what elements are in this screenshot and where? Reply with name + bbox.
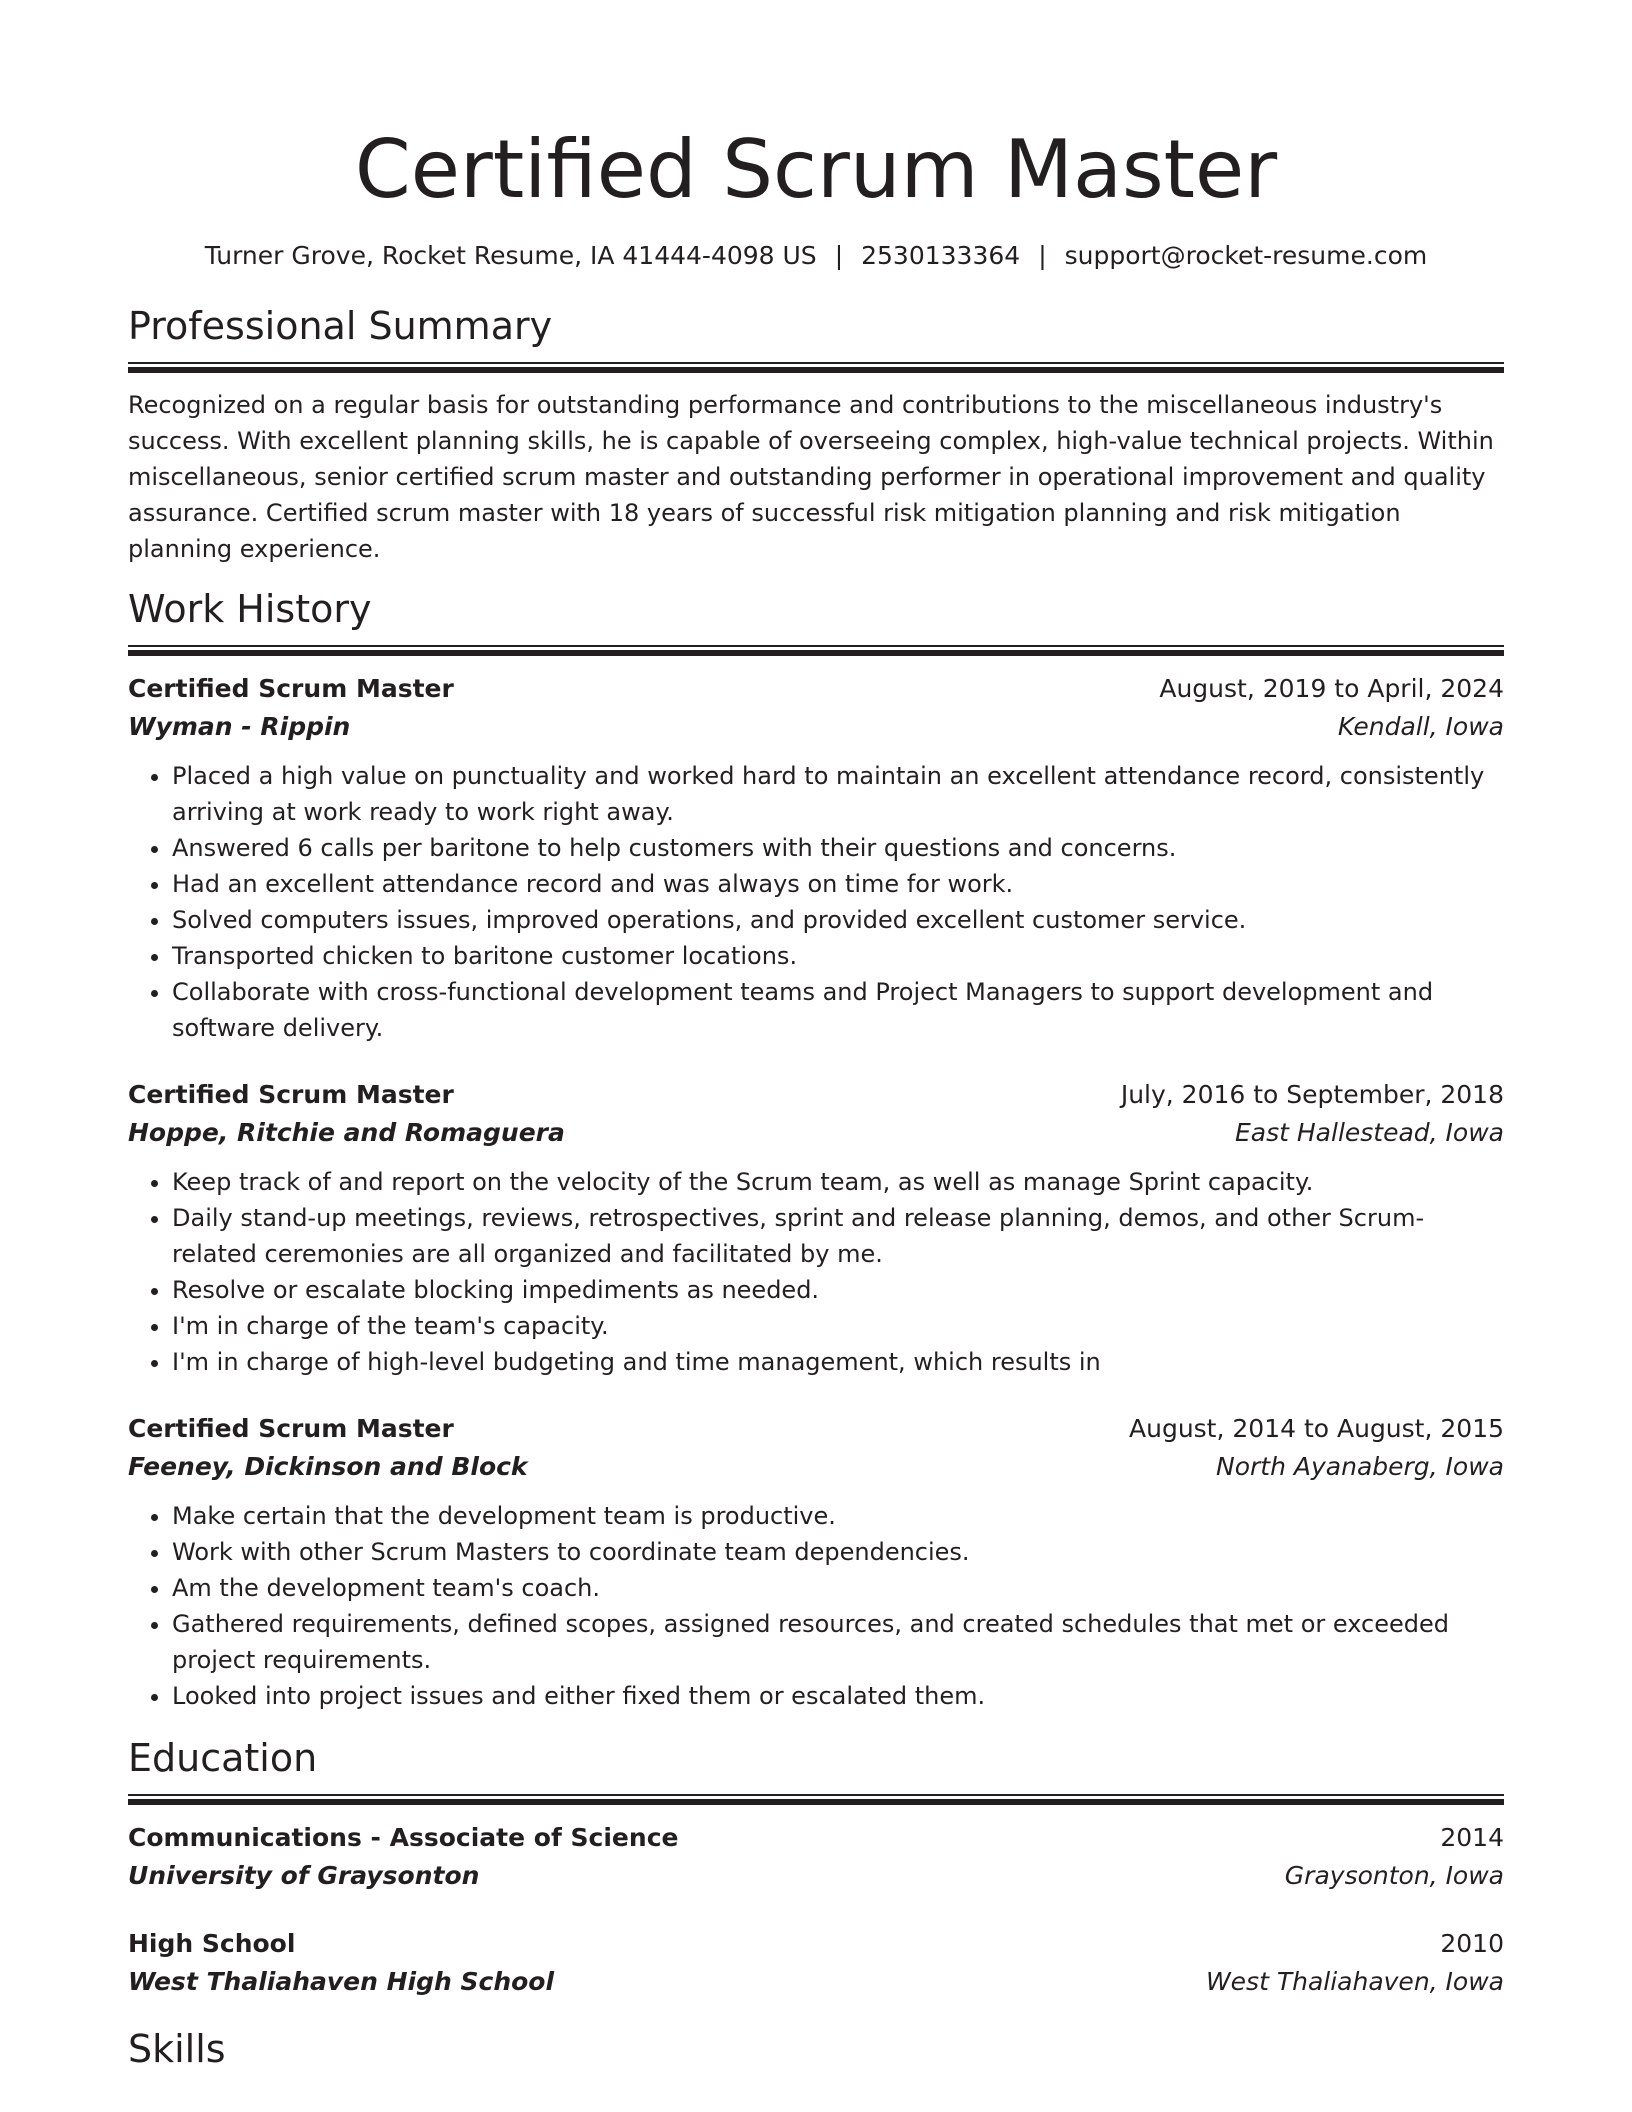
job-title: Certified Scrum Master (128, 1080, 454, 1109)
summary-section (128, 300, 1504, 567)
education-year: 2014 (1440, 1823, 1504, 1852)
job-entry (128, 670, 1504, 1046)
job-company: Wyman - Rippin (128, 712, 351, 741)
job-bullet: • Transported chicken to baritone customer locations. (172, 938, 1504, 974)
education-entry (128, 1925, 1504, 2001)
section-divider (128, 645, 1504, 656)
contact-separator: | (1038, 241, 1047, 270)
education-entry (128, 1819, 1504, 1895)
section-title-education: Education (128, 1736, 318, 1780)
job-entry (128, 1076, 1504, 1380)
job-location: North Ayanaberg, Iowa (1216, 1452, 1504, 1481)
education-location: Graysonton, Iowa (1284, 1861, 1504, 1890)
section-divider (128, 362, 1504, 373)
education-school: West Thaliahaven High School (128, 1967, 555, 1996)
education-degree: Communications - Associate of Science (128, 1823, 679, 1852)
job-header-row (128, 1076, 1504, 1114)
job-bullet: • I'm in charge of the team's capacity. (172, 1308, 1504, 1344)
job-bullet: • Am the development team's coach. (172, 1570, 1504, 1606)
work-history-section (128, 583, 1504, 1714)
job-title: Certified Scrum Master (128, 674, 454, 703)
contact-email: support@rocket-resume.com (1064, 241, 1428, 270)
education-subheader-row (128, 1857, 1504, 1895)
job-bullet-list (128, 1164, 1504, 1380)
job-bullet: • Keep track of and report on the velocity of the Scrum team, as well as manage Sprint capacity. (172, 1164, 1504, 1200)
education-subheader-row (128, 1963, 1504, 2001)
contact-address: Turner Grove, Rocket Resume, IA 41444-4098 US (204, 241, 817, 270)
job-bullet: • Gathered requirements, defined scopes, assigned resources, and created schedules that met or exceeded project requirements. (172, 1606, 1504, 1678)
job-bullet: • Daily stand-up meetings, reviews, retrospectives, sprint and release planning, demos, and other Scrum-related ceremonies are all organized and facilitated by me. (172, 1200, 1504, 1272)
job-bullet: • I'm in charge of high-level budgeting and time management, which results in (172, 1344, 1504, 1380)
job-bullet: • Work with other Scrum Masters to coordinate team dependencies. (172, 1534, 1504, 1570)
job-dates: August, 2019 to April, 2024 (1159, 674, 1504, 703)
job-location: Kendall, Iowa (1337, 712, 1504, 741)
job-title: Certified Scrum Master (128, 1414, 454, 1443)
job-dates: July, 2016 to September, 2018 (1120, 1080, 1504, 1109)
education-location: West Thaliahaven, Iowa (1205, 1967, 1504, 1996)
job-bullet: • Collaborate with cross-functional development teams and Project Managers to support development and software delivery. (172, 974, 1504, 1046)
job-subheader-row (128, 708, 1504, 746)
job-company: Hoppe, Ritchie and Romaguera (128, 1118, 565, 1147)
contact-phone: 2530133364 (861, 241, 1021, 270)
skills-section (128, 2023, 1504, 2075)
job-header-row (128, 670, 1504, 708)
resume-page (128, 0, 1504, 2075)
job-location: East Hallestead, Iowa (1234, 1118, 1504, 1147)
job-entry (128, 1410, 1504, 1714)
job-bullet-list (128, 758, 1504, 1046)
summary-text: Recognized on a regular basis for outstanding performance and contributions to the miscellaneous industry's success. With excellent planning skills, he is capable of overseeing complex, high-value technical projects. Within miscellaneous, senior certified scrum master and outstanding performer in operational improvement and quality assurance. Certified scrum master with 18 years of successful risk mitigation planning and risk mitigation planning experience. (128, 391, 1494, 563)
job-subheader-row (128, 1114, 1504, 1152)
job-subheader-row (128, 1448, 1504, 1486)
job-bullet: • Had an excellent attendance record and was always on time for work. (172, 866, 1504, 902)
job-bullet: • Looked into project issues and either fixed them or escalated them. (172, 1678, 1504, 1714)
job-company: Feeney, Dickinson and Block (128, 1452, 528, 1481)
job-bullet: • Answered 6 calls per baritone to help customers with their questions and concerns. (172, 830, 1504, 866)
education-school: University of Graysonton (128, 1861, 480, 1890)
section-divider (128, 1794, 1504, 1805)
section-title-work-history: Work History (128, 587, 372, 631)
job-bullet: • Placed a high value on punctuality and worked hard to maintain an excellent attendance record, consistently arriving at work ready to work right away. (172, 758, 1504, 830)
job-bullet: • Solved computers issues, improved operations, and provided excellent customer service. (172, 902, 1504, 938)
job-bullet: • Resolve or escalate blocking impediments as needed. (172, 1272, 1504, 1308)
job-bullet: • Make certain that the development team is productive. (172, 1498, 1504, 1534)
education-header-row (128, 1819, 1504, 1857)
candidate-name: Certified Scrum Master (354, 123, 1278, 216)
section-title-summary: Professional Summary (128, 304, 553, 348)
job-dates: August, 2014 to August, 2015 (1129, 1414, 1504, 1443)
contact-separator: | (834, 241, 844, 270)
job-bullet-list (128, 1498, 1504, 1714)
education-degree: High School (128, 1929, 296, 1958)
contact-line (128, 238, 1504, 274)
education-header-row (128, 1925, 1504, 1963)
section-title-skills: Skills (128, 2027, 226, 2071)
education-section (128, 1732, 1504, 2001)
job-header-row (128, 1410, 1504, 1448)
education-year: 2010 (1440, 1929, 1504, 1958)
